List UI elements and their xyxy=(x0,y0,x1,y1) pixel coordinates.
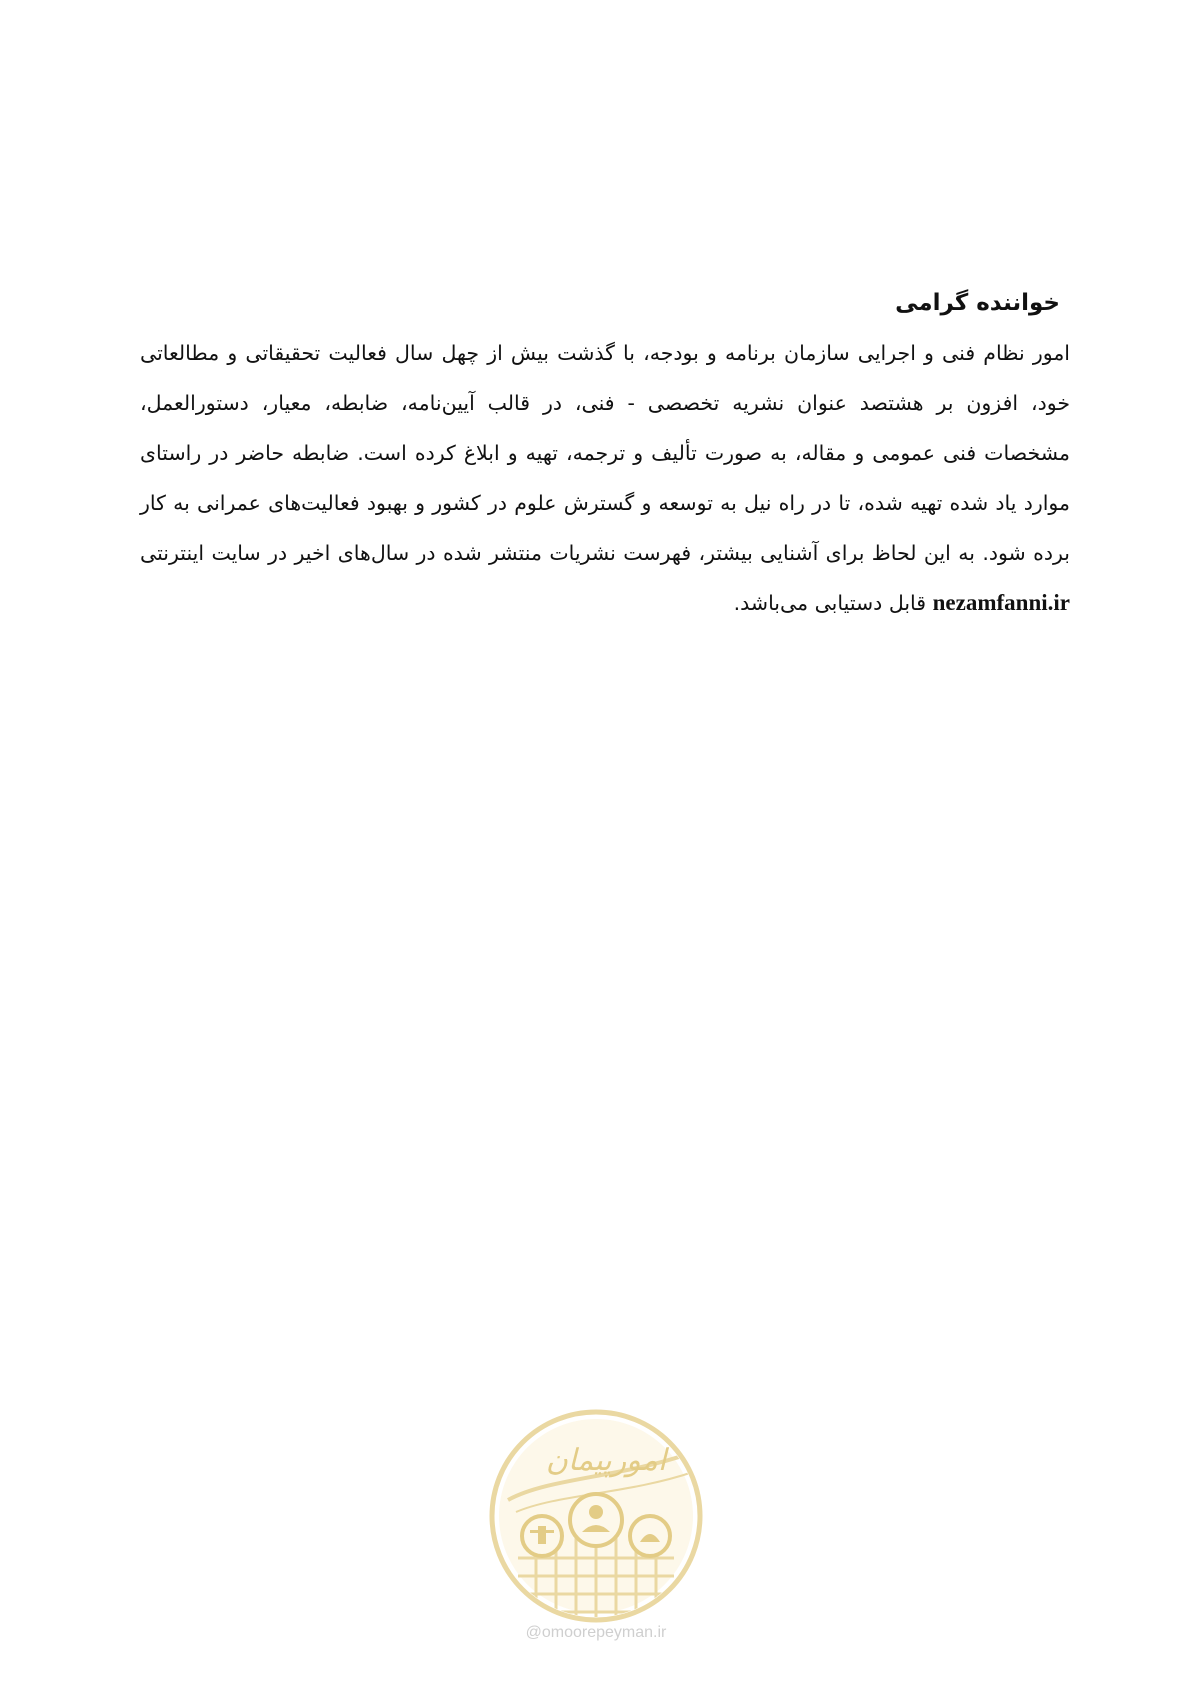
page-heading: خواننده گرامی xyxy=(895,290,1060,316)
website-link[interactable]: nezamfanni.ir xyxy=(932,590,1070,615)
paragraph-text: امور نظام فنی و اجرایی سازمان برنامه و بودجه، با گذشت بیش از چهل سال فعالیت تحقیقاتی و مطالعاتی خود، افزون بر هشتصد عنوان نشریه تخصصی - فنی، در قالب آیین‌نامه، ضابطه، معیار، دستورالعمل، مشخصات فنی عمومی و مقاله، به صورت تألیف و ترجمه، تهیه و ابلاغ کرده است. ضابطه حاضر در راستای موارد یاد شده تهیه شده، تا در راه نیل به توسعه و گسترش علوم در کشور و بهبود فعالیت‌های عمرانی به کار برده شود. به این لحاظ برای آشنایی بیشتر، فهرست نشریات منتشر شده در سال‌های اخیر در سایت اینترنتی xyxy=(140,341,1070,565)
intro-paragraph xyxy=(140,328,1070,628)
watermark-logo-text: امورپیمان xyxy=(545,1443,667,1478)
document-body xyxy=(140,290,1070,628)
watermark-seal-icon xyxy=(488,1408,704,1624)
watermark-url: @omoorepeyman.ir xyxy=(525,1624,667,1641)
watermark-logo xyxy=(488,1408,704,1624)
paragraph-ending: قابل دستیابی می‌باشد. xyxy=(733,591,927,615)
